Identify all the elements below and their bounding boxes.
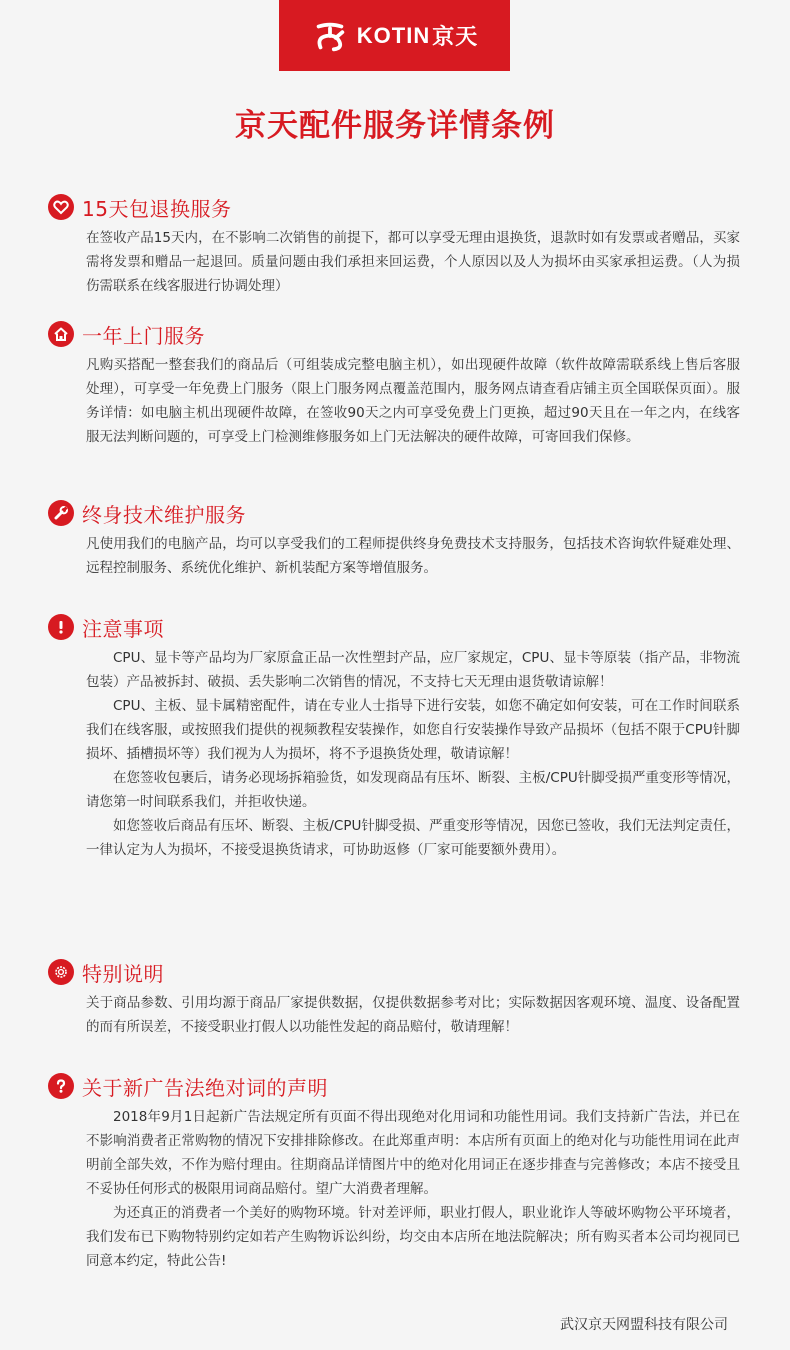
heart-icon [48, 194, 74, 220]
section-title: 特别说明 [82, 961, 164, 986]
question-icon [48, 1073, 74, 1099]
brand-latin: KOTIN [356, 22, 431, 48]
section-onsite-service [48, 317, 748, 449]
section-special-note [48, 955, 748, 1039]
wrench-icon [48, 500, 74, 526]
section-title: 关于新广告法绝对词的声明 [82, 1075, 328, 1100]
section-paragraph: 关于商品参数、引用均源于商品厂家提供数据，仅提供数据参考对比；实际数据因客观环境、温度、设备配置的而有所误差，不接受职业打假人以功能性发起的商品赔付，敬请理解！ [86, 995, 740, 1035]
section-paragraph: 在签收产品15天内，在不影响二次销售的前提下，都可以享受无理由退换货，退款时如有发票或者赠品，买家需将发票和赠品一起退回。质量问题由我们承担来回运费，个人原因以及人为损坏由买家承担运费。（人为损伤需联系在线客服进行协调处理） [86, 230, 740, 294]
home-icon [48, 321, 74, 347]
section-paragraph: 如您签收后商品有压坏、断裂、主板/CPU针脚受损、严重变形等情况，因您已签收，我们无法判定责任，一律认定为人为损坏，不接受退换货请求，可协助返修（厂家可能要额外费用）。 [86, 818, 740, 858]
section-paragraph: CPU、主板、显卡属精密配件，请在专业人士指导下进行安装，如您不确定如何安装，可在工作时间联系我们在线客服，或按照我们提供的视频教程安装操作，如您自行安装操作导致产品损坏（包括不限于CPU针脚损坏、插槽损坏等）我们视为人为损坏，将不予退换货处理，敬请谅解！ [86, 698, 740, 762]
brand-logo [279, 0, 510, 71]
section-paragraph: CPU、显卡等产品均为厂家原盒正品一次性塑封产品，应厂家规定，CPU、显卡等原装（指产品，非物流包装）产品被拆封、破损、丢失影响二次销售的情况，不支持七天无理由退货敬请谅解！ [86, 650, 740, 690]
section-title: 终身技术维护服务 [82, 502, 246, 527]
section-paragraph: 凡使用我们的电脑产品，均可以享受我们的工程师提供终身免费技术支持服务，包括技术咨询软件疑难处理、远程控制服务、系统优化维护、新机装配方案等增值服务。 [86, 536, 740, 576]
section-ad-law-statement [48, 1069, 748, 1273]
section-paragraph: 2018年9月1日起新广告法规定所有页面不得出现绝对化用词和功能性用词。我们支持新广告法，并已在不影响消费者正常购物的情况下安排排除修改。在此郑重声明：本店所有页面上的绝对化与功能性用词在此声明前全部失效，不作为赔付理由。往期商品详情图片中的绝对化用词正在逐步排查与完善修改；本店不接受且不妥协任何形式的极限用词商品赔付。望广大消费者理解。 [86, 1109, 740, 1197]
brand-cn: 京天 [432, 24, 479, 49]
section-title: 一年上门服务 [82, 323, 205, 348]
section-title: 注意事项 [82, 616, 164, 641]
exclamation-icon [48, 614, 74, 640]
section-title: 15天包退换服务 [82, 196, 232, 221]
kotin-logo-mark-icon [311, 17, 349, 55]
company-name: 武汉京天网盟科技有限公司 [560, 1317, 728, 1333]
section-tech-support [48, 496, 748, 580]
section-paragraph: 在您签收包裹后，请务必现场拆箱验货，如发现商品有压坏、断裂、主板/CPU针脚受损严重变形等情况，请您第一时间联系我们，并拒收快递。 [86, 770, 740, 810]
section-notes [48, 610, 748, 862]
section-paragraph: 凡购买搭配一整套我们的商品后（可组装成完整电脑主机），如出现硬件故障（软件故障需联系线上售后客服处理），可享受一年免费上门服务（限上门服务网点覆盖范围内，服务网点请查看店铺主页全国联保页面）。服务详情：如电脑主机出现硬件故障，在签收90天之内可享受免费上门更换，超过90天且在一年之内，在线客服无法判断问题的，可享受上门检测维修服务如上门无法解决的硬件故障，可寄回我们保修。 [86, 357, 740, 445]
section-return-service [48, 190, 748, 298]
gear-icon [48, 959, 74, 985]
page-title: 京天配件服务详情条例 [235, 108, 555, 144]
section-paragraph: 为还真正的消费者一个美好的购物环境。针对差评师，职业打假人，职业讹诈人等破坏购物公平环境者，我们发布已下购物特别约定如若产生购物诉讼纠纷，均交由本店所在地法院解决；所有购买者本公司均视同已同意本约定，特此公告! [86, 1205, 740, 1269]
